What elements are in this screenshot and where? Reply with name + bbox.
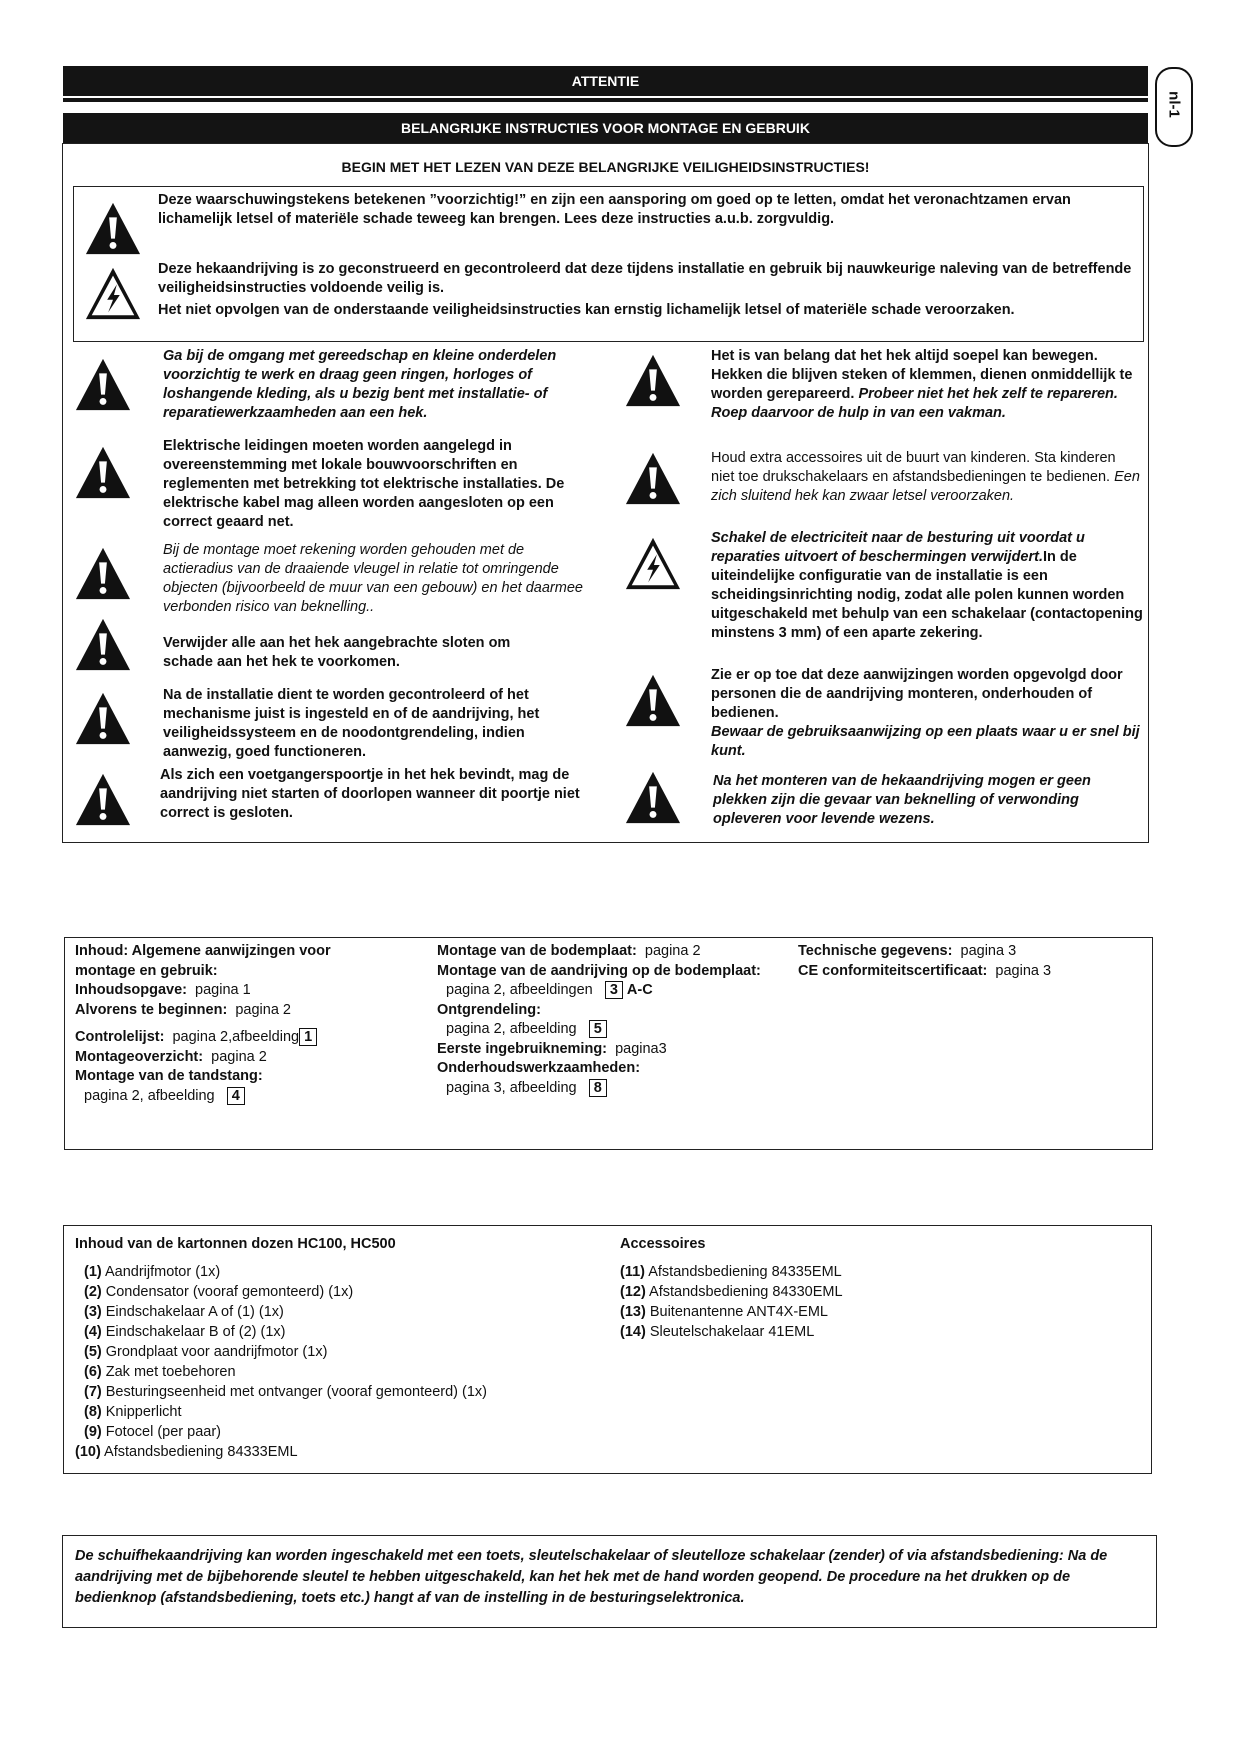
warning-remove-locks: Verwijder alle aan het hek aangebrachte sloten om schade aan het hek te voorkomen. — [163, 635, 511, 670]
intro-safety-statement: Deze hekaandrijving is zo geconstrueerd en gecontroleerd dat deze tijdens installatie en gebruik bij nauwkeurige naleving van de betreffende veiligheidsinstructies voldoende veilig is. — [158, 261, 1132, 296]
item-text: Aandrijfmotor (1x) — [104, 1264, 221, 1280]
warning-tools-clothing: Ga bij de omgang met gereedschap en kleine onderdelen voorzichtig te werk en draag geen ringen, horloges of loshangende kleding, als u bezig bent met installatie- of reparatiewerkzaamheden aan een hek. — [163, 348, 557, 421]
accessories-title: Accessoires — [620, 1236, 706, 1252]
warning-triangle-icon — [74, 444, 132, 502]
safety-subtitle: BEGIN MET HET LEZEN VAN DEZE BELANGRIJKE VEILIGHEIDSINSTRUCTIES! — [341, 159, 870, 175]
warning-triangle-icon — [74, 356, 132, 414]
toc-entry: Inhoudsopgave: pagina 1 — [75, 982, 251, 998]
item-text: Afstandsbediening 84330EML — [649, 1284, 843, 1300]
toc-entry: pagina 3, afbeelding 8 — [437, 1079, 767, 1099]
warning-triangle-icon — [74, 545, 132, 603]
toc-entry: Eerste ingebruikneming: pagina3 — [437, 1040, 667, 1057]
item-number: (7) — [84, 1384, 102, 1400]
accessories-list — [620, 1262, 1020, 1342]
list-item — [620, 1282, 1020, 1302]
toc-entry: Alvorens te beginnen: pagina 2 — [75, 1001, 291, 1018]
item-number: (3) — [84, 1304, 102, 1320]
item-number: (6) — [84, 1364, 102, 1380]
list-item — [75, 1422, 635, 1442]
warning-triangle-icon — [624, 450, 682, 508]
toc-entry: Montage van de bodemplaat: pagina 2 — [437, 943, 701, 959]
warning-triangle-icon — [74, 771, 132, 829]
list-item — [75, 1342, 635, 1362]
item-text: Buitenantenne ANT4X-EML — [649, 1304, 828, 1320]
item-text: Besturingseenheid met ontvanger (vooraf gemonteerd) (1x) — [105, 1384, 487, 1400]
item-text: Afstandsbediening 84335EML — [648, 1264, 842, 1280]
instructions-title: BELANGRIJKE INSTRUCTIES VOOR MONTAGE EN GEBRUIK — [63, 113, 1148, 143]
figure-number-box: 8 — [589, 1079, 607, 1097]
toc-entry: Montageoverzicht: pagina 2 — [75, 1048, 267, 1065]
toc-entry: Onderhoudswerkzaamheden: — [437, 1060, 641, 1076]
warning-triangle-icon — [624, 672, 682, 730]
toc-entry: pagina 2, afbeeldingen 3 A-C — [446, 982, 653, 998]
list-item — [75, 1302, 635, 1322]
toc-column-2 — [437, 942, 767, 1098]
list-item — [75, 1322, 635, 1342]
warning-triangle-icon — [624, 352, 682, 410]
toc-entry: pagina 2, afbeelding 4 — [75, 1087, 395, 1107]
item-text: Zak met toebehoren — [105, 1364, 236, 1380]
warning-triangle-icon — [84, 200, 142, 258]
toc-entry: Montage van de aandrijving op de bodemplaat: — [437, 962, 761, 979]
item-text: Sleutelschakelaar 41EML — [649, 1324, 815, 1340]
warning-electrical-wiring: Elektrische leidingen moeten worden aangelegd in overeenstemming met lokale bouwvoorschriften en reglementen met betrekking tot elektrische installaties. De elektrische kabel mag alleen worden aangesloten op een correct geaard net. — [163, 438, 565, 530]
intro-warning-meaning: Deze waarschuwingstekens betekenen ”voorzichtig!” en zijn een aansporing om goed op te letten, omdat het veronachtzamen ervan lichamelijk letsel of materiële schade teweeg kan brengen. Lees deze instructies a.u.b. zorgvuldig. — [158, 192, 1071, 227]
warning-follow-instructions: Zie er op toe dat deze aanwijzingen worden opgevolgd door personen die de aandrijving monteren, onderhouden of bedienen. Bewaar de gebruiksaanwijzing op een plaats waar u er snel bij kunt. — [711, 667, 1140, 759]
package-contents-list — [75, 1262, 635, 1462]
item-text: Condensator (vooraf gemonteerd) (1x) — [105, 1284, 354, 1300]
high-voltage-icon — [624, 535, 682, 593]
item-text: Fotocel (per paar) — [105, 1424, 222, 1440]
figure-number-box: 5 — [589, 1020, 607, 1038]
warning-triangle-icon — [74, 690, 132, 748]
list-item — [75, 1362, 635, 1382]
item-number: (14) — [620, 1324, 646, 1340]
item-text: Eindschakelaar B of (2) (1x) — [105, 1324, 286, 1340]
list-item — [75, 1382, 635, 1402]
item-number: (10) — [75, 1444, 101, 1460]
warning-triangle-icon — [624, 769, 682, 827]
header-divider — [63, 98, 1148, 102]
operation-note: De schuifhekaandrijving kan worden ingeschakeld met een toets, sleutelschakelaar of sleutelloze schakelaar (zender) of via afstandsbediening: Na de aandrijving met de bijbehorende sleutel te hebben uitgeschakeld, kan het hek met de hand worden geopend. De procedure na het drukken op de bedienknop (afstandsbediening, toets etc.) hangt af van de instelling in de besturingselektronica. — [75, 1548, 1108, 1606]
toc-column-3 — [798, 942, 1138, 981]
warning-no-pinch-points: Na het monteren van de hekaandrijving mogen er geen plekken zijn die gevaar van beknelling of verwonding opleveren voor levende wezens. — [713, 773, 1091, 827]
warning-children: Houd extra accessoires uit de buurt van kinderen. Sta kinderen niet toe drukschakelaars en afstandsbedieningen te bedienen. Een zich sluitend hek kan zwaar letsel veroorzaken. — [711, 450, 1140, 504]
toc-entry: Ontgrendeling: — [437, 1001, 541, 1018]
item-number: (11) — [620, 1264, 645, 1280]
item-number: (9) — [84, 1424, 102, 1440]
warning-post-install-check: Na de installatie dient te worden gecontroleerd of het mechanisme juist is ingesteld en of de aandrijving, het veiligheidssysteem en de noodontgrendeling, indien aanwezig, goed functioneren. — [163, 687, 540, 760]
figure-number-box: 1 — [299, 1028, 317, 1046]
operation-note-box — [62, 1535, 1157, 1628]
item-number: (8) — [84, 1404, 102, 1420]
attention-banner: ATTENTIE — [63, 66, 1148, 96]
list-item — [620, 1322, 1020, 1342]
list-item — [75, 1442, 635, 1462]
item-number: (4) — [84, 1324, 102, 1340]
item-number: (2) — [84, 1284, 102, 1300]
item-number: (12) — [620, 1284, 646, 1300]
toc-heading: Inhoud: Algemene aanwijzingen voor montage en gebruik: — [75, 943, 331, 979]
toc-entry: Technische gegevens: pagina 3 — [798, 943, 1017, 959]
item-text: Eindschakelaar A of (1) (1x) — [105, 1304, 284, 1320]
list-item — [75, 1282, 635, 1302]
warning-gate-movement: Het is van belang dat het hek altijd soepel kan bewegen. Hekken die blijven steken of klemmen, dienen onmiddellijk te worden gerepareerd. Probeer niet het hek zelf te repareren. Roep daarvoor de hulp in van een vakman. — [711, 348, 1133, 421]
item-number: (13) — [620, 1304, 646, 1320]
figure-number-box: 3 — [605, 981, 623, 999]
toc-column-1 — [75, 942, 395, 1106]
list-item — [620, 1262, 1020, 1282]
toc-entry: CE conformiteitscertificaat: pagina 3 — [798, 962, 1052, 979]
list-item — [620, 1302, 1020, 1322]
item-text: Knipperlicht — [105, 1404, 182, 1420]
warning-disconnect-power: Schakel de electriciteit naar de besturing uit voordat u reparaties uitvoert of beschermingen verwijdert.In de uiteindelijke configuratie van de installatie is een scheidingsinrichting nodig, zodat alle polen kunnen worden uitgeschakeld met behulp van een schakelaar (contactopening minstens 3 mm) of een aparte zekering. — [711, 530, 1143, 641]
high-voltage-icon — [84, 265, 142, 323]
intro-consequence: Het niet opvolgen van de onderstaande veiligheidsinstructies kan ernstig lichamelijk letsel of materiële schade veroorzaken. — [158, 302, 1015, 318]
item-number: (5) — [84, 1344, 102, 1360]
item-text: Afstandsbediening 84333EML — [104, 1444, 298, 1460]
warning-triangle-icon — [74, 616, 132, 674]
page-number-tag: nl-1 — [1155, 67, 1193, 147]
package-contents-section — [63, 1225, 1152, 1474]
package-contents-title: Inhoud van de kartonnen dozen HC100, HC500 — [75, 1236, 396, 1252]
table-of-contents — [64, 937, 1153, 1150]
figure-number-box: 4 — [227, 1087, 245, 1105]
toc-entry: Montage van de tandstang: — [75, 1068, 263, 1084]
toc-entry: pagina 2, afbeelding 5 — [437, 1020, 767, 1040]
item-text: Grondplaat voor aandrijfmotor (1x) — [105, 1344, 328, 1360]
item-number: (1) — [84, 1264, 102, 1280]
warning-swing-radius: Bij de montage moet rekening worden gehouden met de actieradius van de draaiende vleugel in relatie tot omringende objecten (bijvoorbeeld de muur van een gebouw) en het daarmee verbonden risico van beknelling.. — [163, 542, 583, 615]
warning-pedestrian-door: Als zich een voetgangerspoortje in het hek bevindt, mag de aandrijving niet starten of doorlopen wanneer dit poortje niet correct is gesloten. — [160, 767, 580, 821]
list-item — [75, 1402, 635, 1422]
toc-entry: Controlelijst: pagina 2,afbeelding 1 — [75, 1028, 395, 1048]
list-item — [75, 1262, 635, 1282]
